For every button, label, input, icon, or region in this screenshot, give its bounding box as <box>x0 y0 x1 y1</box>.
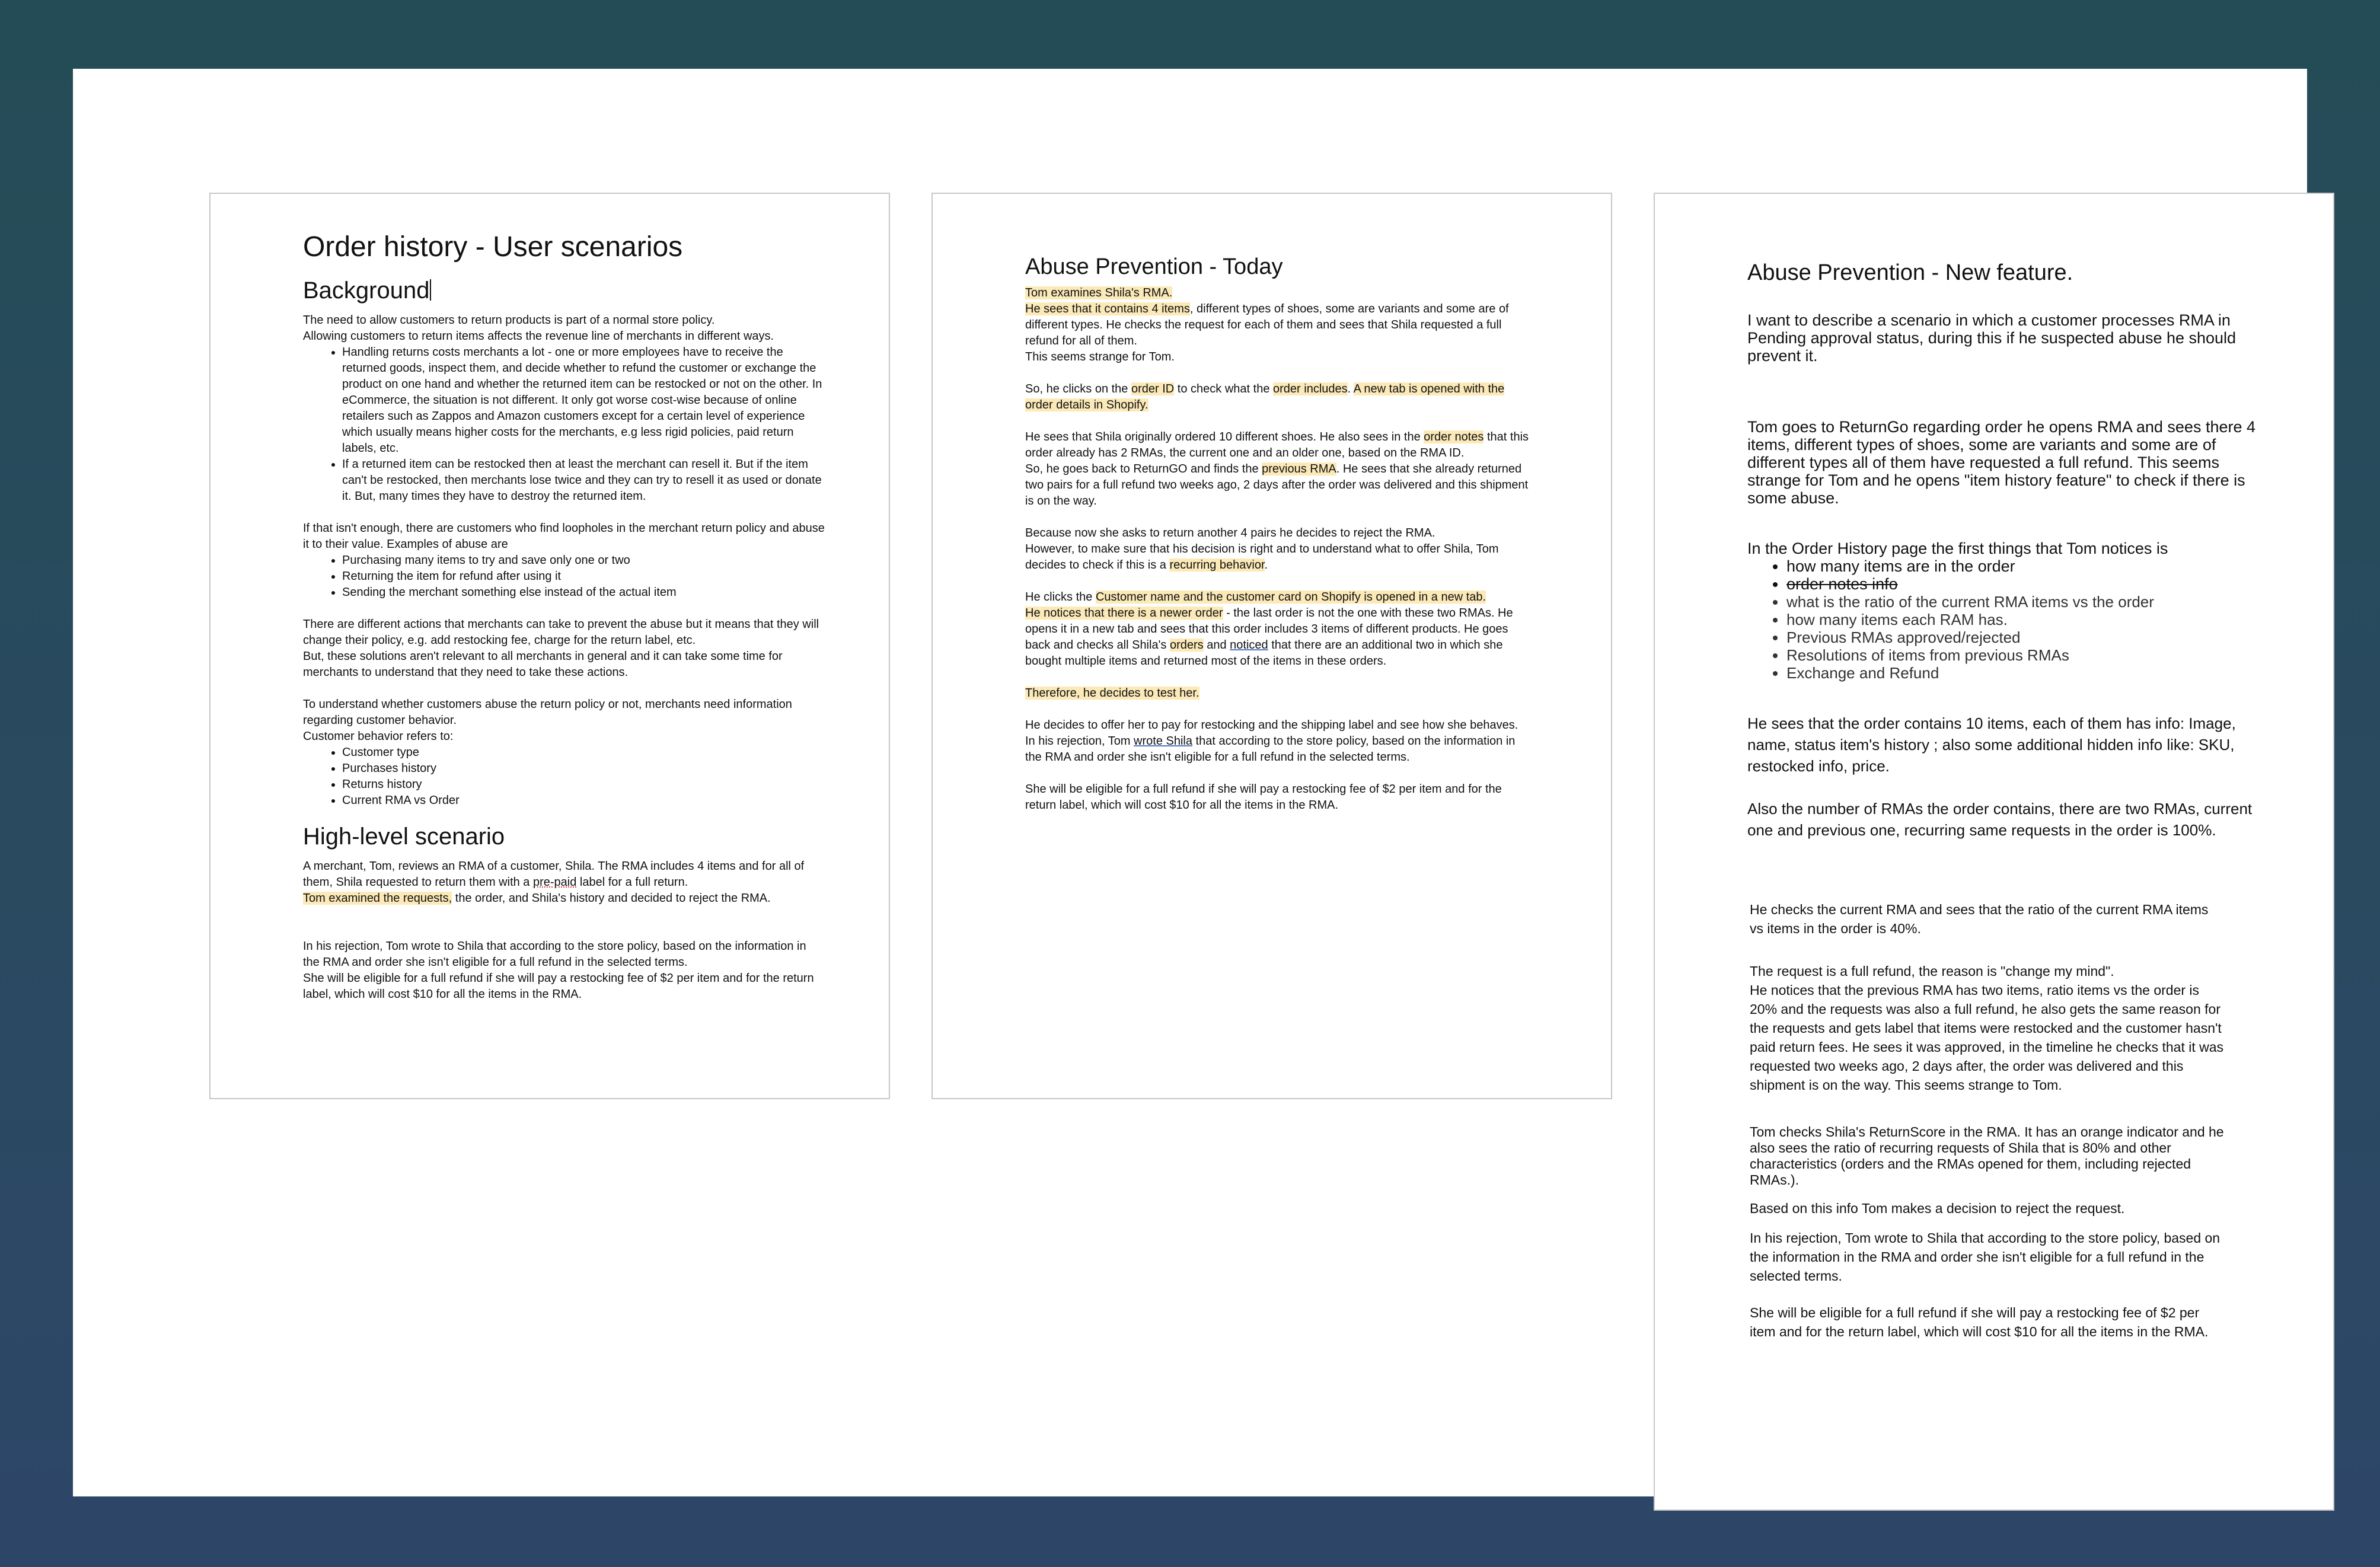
paragraph <box>1025 541 1529 573</box>
paragraph: In his rejection, Tom wrote to Shila that according to the store policy, based on the information in the RMA and order she isn't eligible for a full refund in the selected terms. <box>303 940 806 969</box>
text-run: So, he clicks on the <box>1025 382 1131 395</box>
paragraph: Because now she asks to return another 4 pairs he decides to reject the RMA. <box>1025 526 1435 540</box>
paragraph: Tom checks Shila's ReturnScore in the RMA. It has an orange indicator and he also sees the ratio of recurring requests of Shila that is 80% and other characteristics (orders and the RMAs opened for them, including rejected RMAs.). <box>1750 1124 2224 1188</box>
paragraph: In his rejection, Tom wrote to Shila that according to the store policy, based on the information in the RMA and order she isn't eligible for a full refund in the selected terms. <box>1750 1230 2221 1284</box>
paragraph <box>1025 605 1529 669</box>
paragraph: He sees that the order contains 10 items, each of them has info: Image, name, status item's history ; also some additional hidden info like: SKU, restocked info, price. <box>1747 714 2236 775</box>
text-run: to check what the <box>1174 382 1273 395</box>
paragraph <box>1025 589 1529 605</box>
comment-highlight[interactable]: recurring behavior <box>1169 558 1265 572</box>
text-run: He decides to offer her to pay for restocking and the shipping label and see how she behaves. In his rejection, Tom <box>1025 718 1518 748</box>
document-page-1[interactable] <box>209 193 890 1099</box>
list-item: • what is the ratio of the current RMA items vs the order <box>1786 593 2263 611</box>
paragraph: Based on this info Tom makes a decision to reject the request. <box>1750 1200 2125 1216</box>
bullet-list <box>303 745 825 809</box>
document-page-2[interactable] <box>931 193 1612 1099</box>
list-item: • Customer type <box>342 745 825 761</box>
list-item: • Previous RMAs approved/rejected <box>1786 628 2263 646</box>
grammar-suggestion[interactable]: noticed <box>1230 638 1268 652</box>
list-item: • Returning the item for refund after using it <box>342 569 825 585</box>
text-cursor <box>430 279 431 301</box>
paragraph <box>1025 301 1529 349</box>
paragraph: Tom goes to ReturnGo regarding order he opens RMA and sees there 4 items, different types of shoes, some are variants and some are of different types all of them have requested a full refund. This seems strange for Tom and he opens "item history feature" to check if there is some abuse. <box>1747 417 2255 507</box>
comment-highlight[interactable]: Tom examines Shila's RMA. <box>1025 286 1173 299</box>
paragraph <box>303 891 825 907</box>
text-run: So, he goes back to ReturnGO and finds the <box>1025 462 1262 475</box>
list-item: • how many items each RAM has. <box>1786 611 2263 628</box>
list-item: • Purchases history <box>342 761 825 777</box>
paragraph <box>303 859 825 891</box>
text-run: that according to the store policy, based on the information in the RMA and order she isn't eligible for a full refund in the selected terms. <box>1025 734 1516 764</box>
text-run: He clicks the <box>1025 590 1096 604</box>
scenario-heading: High-level scenario <box>303 824 505 850</box>
page-title: Order history - User scenarios <box>303 231 683 263</box>
comment-highlight[interactable]: Therefore, he decides to test her. <box>1025 686 1199 700</box>
text-run: He sees that Shila originally ordered 10 different shoes. He also sees in the <box>1025 430 1424 443</box>
list-item: • Handling returns costs merchants a lot - one or more employees have to receive the returned goods, inspect them, and decide whether to refund the customer or exchange the product on one hand and whether the returned item can be restocked or not on the other. In eCommerce, the situation is not different. It only got worse cost-wise because of online retailers such as Zappos and Amazon customers except for a certain level of experience which usually means higher costs for the merchants, e.g less rigid policies, paid return labels, etc. <box>342 344 825 457</box>
list-item: • Purchasing many items to try and save only one or two <box>342 553 825 569</box>
page-1-content <box>303 229 825 1003</box>
paragraph: He notices that the previous RMA has two items, ratio items vs the order is 20% and the requests was also a full refund, he also gets the same reason for the requests and gets label that items were restocked and the customer hasn't paid return fees. He sees it was approved, in the timeline he checks that it was requested two weeks ago, 2 days after, the order was delivered and this shipment is on the way. This seems strange to Tom. <box>1750 982 2224 1093</box>
page-heading: Abuse Prevention - Today <box>1025 254 1283 279</box>
background-heading[interactable] <box>303 276 825 305</box>
paragraph: In the Order History page the first things that Tom notices is <box>1747 539 2168 557</box>
list-item-struck: • order notes info <box>1786 575 2263 593</box>
paragraph <box>1025 717 1529 765</box>
text-run: . <box>1264 558 1268 572</box>
paragraph <box>1025 685 1529 701</box>
list-item: • Resolutions of items from previous RMAs <box>1786 646 2263 664</box>
list-item: • Returns history <box>342 777 825 793</box>
comment-highlight[interactable]: He sees that it contains 4 items <box>1025 302 1190 315</box>
paragraph: Allowing customers to return items affects the revenue line of merchants in different ways. <box>303 330 774 343</box>
paragraph: She will be eligible for a full refund if she will pay a restocking fee of $2 per item and for the return label, which will cost $10 for all the items in the RMA. <box>1025 782 1502 812</box>
text-run: - the last order is not the one with these two RMAs. He opens it in a new tab and sees that this order includes 3 items of different products. He goes back and checks all Shila's <box>1025 606 1513 652</box>
page-3-content <box>1747 259 2263 1341</box>
paragraph <box>1025 381 1529 413</box>
paragraph <box>1025 429 1529 461</box>
paragraph: She will be eligible for a full refund if she will pay a restocking fee of $2 per item and for the return label, which will cost $10 for all the items in the RMA. <box>303 972 814 1001</box>
page-heading: Abuse Prevention - New feature. <box>1747 260 2073 285</box>
comment-highlight[interactable]: order ID <box>1131 382 1175 395</box>
paragraph: Also the number of RMAs the order contains, there are two RMAs, current one and previous one, recurring same requests in the order is 100%. <box>1747 799 2253 839</box>
comment-highlight[interactable]: Tom examined the requests, <box>303 892 452 905</box>
paragraph: I want to describe a scenario in which a customer processes RMA in Pending approval status, during this if he suspected abuse he should prevent it. <box>1747 311 2237 365</box>
comment-highlight[interactable]: orders <box>1169 638 1204 652</box>
paragraph: There are different actions that merchants can take to prevent the abuse but it means that they will change their policy, e.g. add restocking fee, charge for the return label, etc. <box>303 618 819 647</box>
list-item: • Exchange and Refund <box>1786 664 2263 682</box>
list-item: • If a returned item can be restocked then at least the merchant can resell it. But if the item can't be restocked, then merchants lose twice and they can try to resell it as used or donate it. But, many times they have to destroy the returned item. <box>342 457 825 505</box>
paragraph: She will be eligible for a full refund if she will pay a restocking fee of $2 per item and for the return label, which will cost $10 for all the items in the RMA. <box>1750 1304 2209 1339</box>
text-run: label for a full return. <box>576 876 688 889</box>
paragraph <box>1025 285 1529 301</box>
comment-highlight[interactable]: Customer name and the customer card on Shopify is opened in a new tab. <box>1095 590 1486 604</box>
text-run: that there are an additional two in which she bought multiple items and returned most of the items in these orders. <box>1025 638 1503 668</box>
grammar-suggestion[interactable]: wrote Shila <box>1134 734 1192 748</box>
list-item: • Sending the merchant something else instead of the actual item <box>342 585 825 601</box>
list-item: • Current RMA vs Order <box>342 793 825 809</box>
comment-highlight[interactable]: He notices that there is a newer order <box>1025 606 1223 620</box>
comment-highlight[interactable]: order includes <box>1273 382 1348 395</box>
text-run: A merchant, Tom, reviews an RMA of a customer, Shila. The RMA includes 4 items and for all of them, Shila requested to return them with a <box>303 860 805 889</box>
text-run: the order, and Shila's history and decided to reject the RMA. <box>452 892 771 905</box>
text-run: . <box>1347 382 1354 395</box>
background-heading-text: Background <box>303 277 430 304</box>
paragraph: He checks the current RMA and sees that the ratio of the current RMA items vs items in the order is 40%. <box>1750 901 2209 936</box>
page-2-content <box>1025 253 1529 813</box>
document-page-3[interactable] <box>1654 193 2334 1511</box>
text-run: However, to make sure that his decision is right and to understand what to offer Shila, Tom decides to check if this is a <box>1025 542 1499 572</box>
comment-highlight[interactable]: A new tab is opened with the order details in Shopify. <box>1025 382 1505 411</box>
paragraph: The need to allow customers to return products is part of a normal store policy. <box>303 314 715 327</box>
text-run: , different types of shoes, some are variants and some are of different types. He checks the request for each of them and sees that Shila requested a full refund for all of them. <box>1025 302 1509 347</box>
comment-highlight[interactable]: previous RMA <box>1262 462 1336 475</box>
paragraph <box>1025 461 1529 509</box>
text-run: . He sees that she already returned two pairs for a full refund two weeks ago, 2 days after the order was delivered and this shipment is on the way. <box>1025 462 1529 508</box>
list-item: • how many items are in the order <box>1786 557 2263 575</box>
paragraph: If that isn't enough, there are customers who find loopholes in the merchant return policy and abuse it to their value. Examples of abuse are <box>303 522 825 551</box>
text-run: and <box>1203 638 1230 652</box>
document-canvas <box>73 69 2307 1496</box>
comment-highlight[interactable]: order notes <box>1424 430 1484 443</box>
paragraph: This seems strange for Tom. <box>1025 350 1175 363</box>
bullet-list <box>1747 557 2263 682</box>
bullet-list <box>303 344 825 505</box>
paragraph: Customer behavior refers to: <box>303 730 454 743</box>
paragraph: But, these solutions aren't relevant to all merchants in general and it can take some time for merchants to understand that they need to take these actions. <box>303 650 783 679</box>
bullet-list <box>303 553 825 601</box>
paragraph: To understand whether customers abuse the return policy or not, merchants need information regarding customer behavior. <box>303 698 792 727</box>
text-run: that this order already has 2 RMAs, the current one and an older one, based on the RMA ID. <box>1025 430 1529 459</box>
spellcheck-word[interactable]: pre-paid <box>532 876 577 889</box>
paragraph: The request is a full refund, the reason is "change my mind". <box>1750 963 2114 979</box>
